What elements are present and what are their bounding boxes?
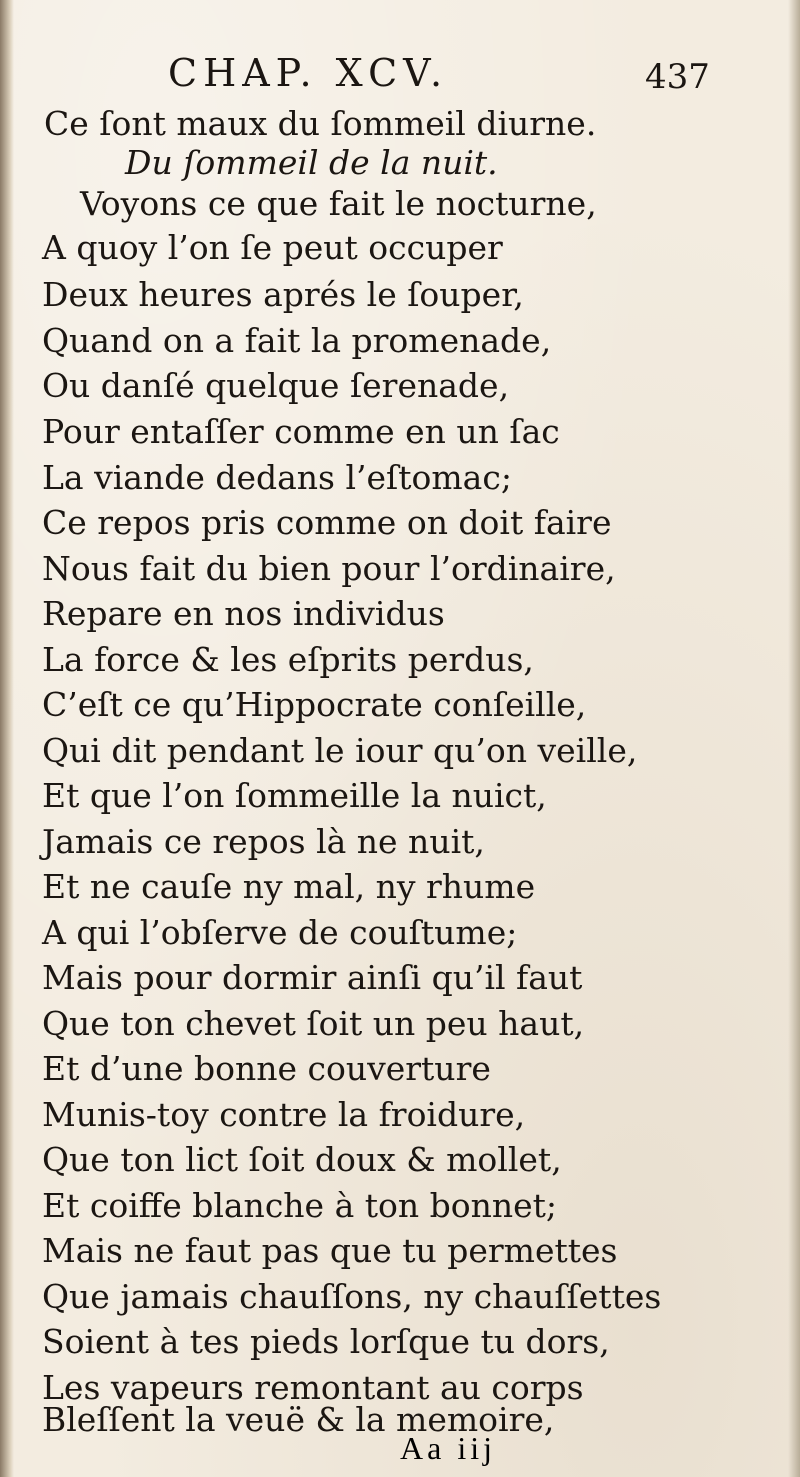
verse-line: Voyons ce que fait le nocturne,	[80, 184, 597, 223]
verse-line: Deux heures aprés le ſouper,	[42, 275, 524, 314]
verse-line: Mais ne faut pas que tu permettes	[42, 1231, 618, 1270]
verse-line: La viande dedans l’eſtomac;	[42, 458, 512, 497]
verse-line: Pour entaſſer comme en un ſac	[42, 412, 560, 451]
verse-line: Et ne cauſe ny mal, ny rhume	[42, 867, 536, 906]
verse-line: C’eſt ce qu’Hippocrate conſeille,	[42, 685, 587, 724]
verse-line: Mais pour dormir ainſi qu’il faut	[42, 958, 583, 997]
verse-line: A qui l’obſerve de couſtume;	[42, 913, 518, 952]
page-number: 437	[645, 57, 710, 97]
verse-line: La force & les eſprits perdus,	[42, 640, 534, 679]
verse-line: Que jamais chauſſons, ny chauſſettes	[42, 1277, 662, 1316]
verse-line: Les vapeurs remontant au corps	[42, 1368, 584, 1407]
page-gutter-shadow	[0, 0, 14, 1477]
verse-line: Qui dit pendant le iour qu’on veille,	[42, 731, 638, 770]
running-head: CHAP. XCV.	[168, 51, 449, 95]
verse-line: Munis-toy contre la froidure,	[42, 1095, 526, 1134]
verse-line: Et coiffe blanche à ton bonnet;	[42, 1186, 558, 1225]
page-header	[30, 46, 770, 100]
verse-line: Ce ſont maux du ſommeil diurne.	[44, 104, 597, 143]
verse-line: Nous fait du bien pour l’ordinaire,	[42, 549, 616, 588]
verse-line: Ce repos pris comme on doit faire	[42, 503, 612, 542]
verse-line: Ou danſé quelque ſerenade,	[42, 366, 510, 405]
verse-line: Et d’une bonne couverture	[42, 1049, 491, 1088]
verse-line: Quand on a fait la promenade,	[42, 321, 552, 360]
verse-line: Jamais ce repos là ne nuit,	[42, 822, 485, 861]
page-edge	[788, 0, 800, 1477]
verse-line: Et que l’on ſommeille la nuict,	[42, 776, 547, 815]
verse-line: Bleſſent la veuë & la memoire,	[42, 1400, 555, 1439]
signature-mark: Aa iij	[400, 1430, 496, 1466]
verse-line: Repare en nos individus	[42, 594, 445, 633]
verse-line: Que ton chevet ſoit un peu haut,	[42, 1004, 585, 1043]
verse-line: Que ton lict ſoit doux & mollet,	[42, 1140, 562, 1179]
section-subheading: Du ſommeil de la nuit.	[125, 143, 498, 182]
verse-line: A quoy l’on ſe peut occuper	[42, 228, 503, 267]
verse-line: Soient à tes pieds lorſque tu dors,	[42, 1322, 610, 1361]
